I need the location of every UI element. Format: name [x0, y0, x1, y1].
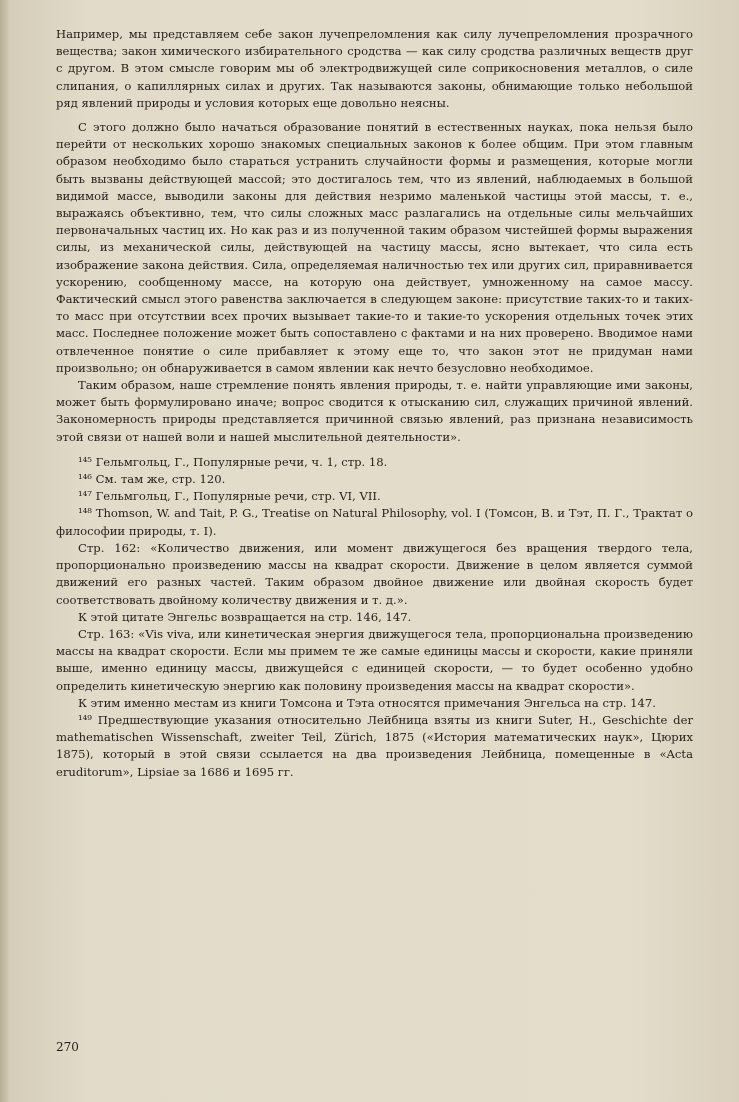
page-spine-shadow — [0, 0, 10, 1102]
paragraph: С этого должно было начаться образование понятий в естественных науках, пока нельзя было перейти от нескольких хорошо знакомых специальных законов к более общим. При этом главным образом необходимо было стараться устранить случайности формы и размещения, которые могли быть вызваны действующей массой; это достигалось тем, что из явлений, наблюдаемых в большой видимой массе, выводили законы для действия незримо маленькой частицы этой массы, т. е., выражаясь объективно, тем, что силы сложных масс разлагались на отдельные силы мельчайших первоначальных частиц их. Но как раз и из полученной таким образом чистейшей формы выражения силы, из механической силы, действующей на частицу массы, ясно вытекает, что сила есть изображение закона действия. Сила, определяемая наличностью тех или других сил, приравнивается ускорению, сообщенному массе, на которую она действует, умноженному на самое массу. Фактический смысл этого равенства заключается в следующем законе: присутствие таких-то и таких-то масс при отсутствии всех прочих вызывает такие-то и такие-то ускорения отдельных точек этих масс. Последнее положение может быть сопоставлено с фактами и на них проверено. Вводимое нами отвлеченное понятие о силе прибавляет к этому еще то, что закон этот не придуман нами произвольно; он обнаруживается в самом явлении как нечто безусловно необходимое. — [56, 120, 693, 375]
page-number: 270 — [56, 1040, 79, 1054]
endnote: Стр. 162: «Количество движения, или момент движущегося без вращения твердого тела, пропорционально произведению массы на квадрат скорости. Движение в целом является суммой движений его разных частей. Таким образом двойное движение или двойная скорость будет соответствовать двойному количеству движения и т. д.». — [56, 540, 693, 607]
paragraph: Например, мы представляем себе закон лучепреломления как силу лучепреломления прозрачного вещества; закон химического избирательного сродства — как силу сродства различных веществ друг с другом. В этом смысле говорим мы об электродвижущей силе соприкосновения металлов, о силе слипания, о капиллярных силах и других. Так называются законы, обнимающие только небольшой ряд явлений природы и условия которых еще довольно неясны. — [56, 27, 693, 110]
endnote: К этой цитате Энгельс возвращается на стр. 146, 147. — [78, 609, 412, 624]
endnote: ¹⁴⁸ Thomson, W. and Tait, P. G., Treatise on Natural Philosophy, vol. I (Томсон, В. и Тэт, П. Г., Трактат о философии природы, т. I). — [56, 506, 693, 538]
endnote: ¹⁴⁶ См. там же, стр. 120. — [78, 472, 226, 487]
paragraph: Таким образом, наше стремление понять явления природы, т. е. найти управляющие ими законы, может быть формулировано иначе; вопрос сводится к отысканию сил, служащих причиной явлений. Закономерность природы представляется причинной связью явлений, раз признана независимость этой связи от нашей воли и нашей мыслительной деятельности». — [56, 378, 693, 444]
endnote: Стр. 163: «Vis viva, или кинетическая энергия движущегося тела, пропорциональна произведению массы на квадрат скорости. Если мы примем те же самые единицы массы и скорости, какие приняли выше, именно единицу массы, движущейся с единицей скорости, — то будет особенно удобно определить кинетическую энергию как половину произведения массы на квадрат скорости». — [56, 626, 693, 693]
endnote: ¹⁴⁹ Предшествующие указания относительно Лейбница взяты из книги Suter, H., Geschichte der mathematischen Wissenschaft, zweiter Teil, Zürich, 1875 («История математических наук», Цюрих 1875), который в этой связи ссылается на два произведения Лейбница, помещенные в «Acta eruditorum», Lipsiae за 1686 и 1695 гг. — [56, 712, 693, 779]
main-text — [56, 26, 693, 446]
endnote: К этим именно местам из книги Томсона и Тэта относятся примечания Энгельса на стр. 147. — [78, 695, 656, 710]
endnotes — [56, 454, 693, 781]
endnote: ¹⁴⁵ Гельмгольц, Г., Популярные речи, ч. 1, стр. 18. — [78, 454, 388, 469]
endnote: ¹⁴⁷ Гельмгольц, Г., Популярные речи, стр. VI, VII. — [78, 489, 381, 504]
